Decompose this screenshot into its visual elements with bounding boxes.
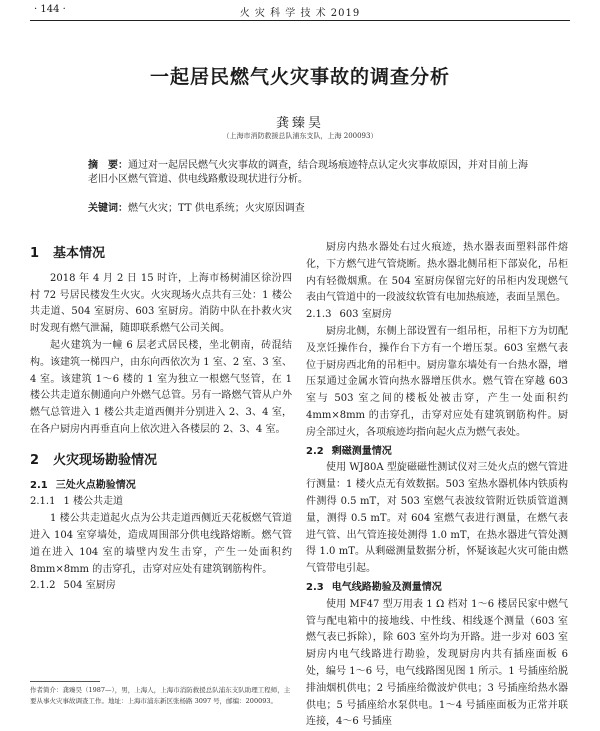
footnote [30,681,292,707]
section-heading: 2 火灾现场勘验情况 [30,452,158,468]
paragraph: 2018 年 4 月 2 日 15 时许，上海市杨树浦区徐汾四村 72 号居民楼发生火灾。火灾现场火点共有三处：1 楼公共走道、504 室厨房、603 室厨房。消防中队在扑救火灾时发现有燃气泄漏，随即联系燃气公司关阀。 [30,272,292,335]
abstract [88,159,528,187]
abstract-text: 通过对一起居民燃气火灾事故的调查，结合现场痕迹特点认定火灾事故原因，并对目前上海老旧小区燃气管道、供电线路敷设现状进行分析。 [88,160,528,185]
subsubsection-heading: 2.1.3 603 室厨房 [306,309,392,321]
section-heading: 1 基本情况 [30,246,106,261]
paragraph: 厨房内热水器处右过火痕迹，热水器表面塑料部件熔化，下方燃气进气管烧断。热水器北侧吊柜下部炭化，吊柜内有轻微烟熏。在 504 室厨房保留完好的吊柜内发现燃气表由气管道中的一段波纹软管有电加热痕迹，表面呈黑色。 [306,242,568,304]
author: 龚臻昊 [275,116,324,131]
subsection-heading: 2.1 三处火点勘验情况 [30,479,136,491]
affiliation: （上海市消防救援总队浦东支队，上海 200093） [222,132,378,140]
subsection-heading: 2.2 剩磁测量情况 [306,445,392,457]
footnote-text: 作者简介：龚臻昊（1987—），男，上海人，上海市消防救援总队浦东支队助理工程师，主要从事火灾事故调查工作。地址：上海市浦东新区张杨路 3097 号，邮编：200093。 [30,686,291,705]
keywords [88,202,528,216]
page-number: · 144 · [34,4,66,15]
journal-name: 火 灾 科 学 技 术 2019 [239,8,361,19]
paragraph: 使用 WJ80A 型旋磁磁性测试仪对三处火点的燃气管进行测量：1 楼火点无有效数据。503 室热水器机体内铁质构件测得 0.5 mT，对 503 室燃气表波纹管附近铁质管道测量，测得 0.5 mT。对 604 室燃气表进行测量，在燃气表进气管、出气管连接处测得 1.0 mT，在热水器进气管处测得 1.0 mT。从剩磁测量数据分析，怀疑该起火灾可能由燃气管带电引起。 [306,462,568,575]
paragraph: 厨房北侧，东侧上部设置有一组吊柜，吊柜下方为切配及烹饪操作台，操作台下方有一个增压泵。603 室燃气表位于厨房西北角的吊柜中。厨房靠东墙处有一台热水器，增压泵通过金属水管向热水器增压供水。燃气管在穿越 603 室与 503 室之间的楼板处被击穿，产生一处面积约 4mm×8mm 的击穿孔，击穿对应处有建筑钢筋构件。厨房全部过火，各项痕迹均指向起火点为燃气表处。 [306,325,568,438]
subsubsection-heading: 2.1.1 1 楼公共走道 [30,496,123,508]
paragraph: 1 楼公共走道起火点为公共走道西侧近天花板燃气管道进入 104 室穿墙处，造成周围部分供电线路熔断。燃气管道在进入 104 室的墙壁内发生击穿，产生一处面积约 8mm×8mm 的击穿孔，击穿对应处有建筑钢筋构件。 [30,513,292,575]
subsubsection-heading: 2.1.2 504 室厨房 [30,580,116,592]
keywords-label: 关键词： [88,203,128,214]
subsection-heading: 2.3 电气线路勘验及测量情况 [306,581,442,593]
left-column [30,240,292,595]
paragraph: 使用 MF47 型万用表 1 Ω 档对 1～6 楼居民家中燃气管与配电箱中的接地线、中性线、相线逐个测量（603 室燃气表已拆除），除 603 室外均为开路。进一步对 603 室厨房内电气线路进行勘验，发现厨房内共有插座面板 6 处，编号 1～6 号，电气线路图见图 1 所示。1 号插座给脱排油烟机供电；2 号插座给微波炉供电；3 号插座给热水器供电；5 号插座给水泵供电。1～4 号插座面板为正常并联连接，4～6 号插座 [306,598,568,728]
paragraph: 起火建筑为一幢 6 层老式居民楼，坐北朝南，砖混结构。该建筑一梯四户，由东向西依次为 1 室、2 室、3 室、4 室。该建筑 1～6 楼的 1 室为独立一根燃气竖管，在 1 楼公共走道东侧通向户外燃气总管。另有一路燃气管从户外燃气总管进入 1 楼公共走道西侧并分别进入 2、3、4 室，在各户厨房内再垂直向上依次进入各楼层的 2、3、4 室。 [30,339,292,435]
right-column [306,240,568,731]
footnote-rule [30,681,100,682]
page-header [0,0,600,20]
header-rule [30,20,570,21]
paper-title: 一起居民燃气火灾事故的调查分析 [149,66,450,88]
abstract-label: 摘 要： [88,160,128,171]
keywords-text: 燃气火灾；TT 供电系统；火灾原因调查 [128,203,305,214]
